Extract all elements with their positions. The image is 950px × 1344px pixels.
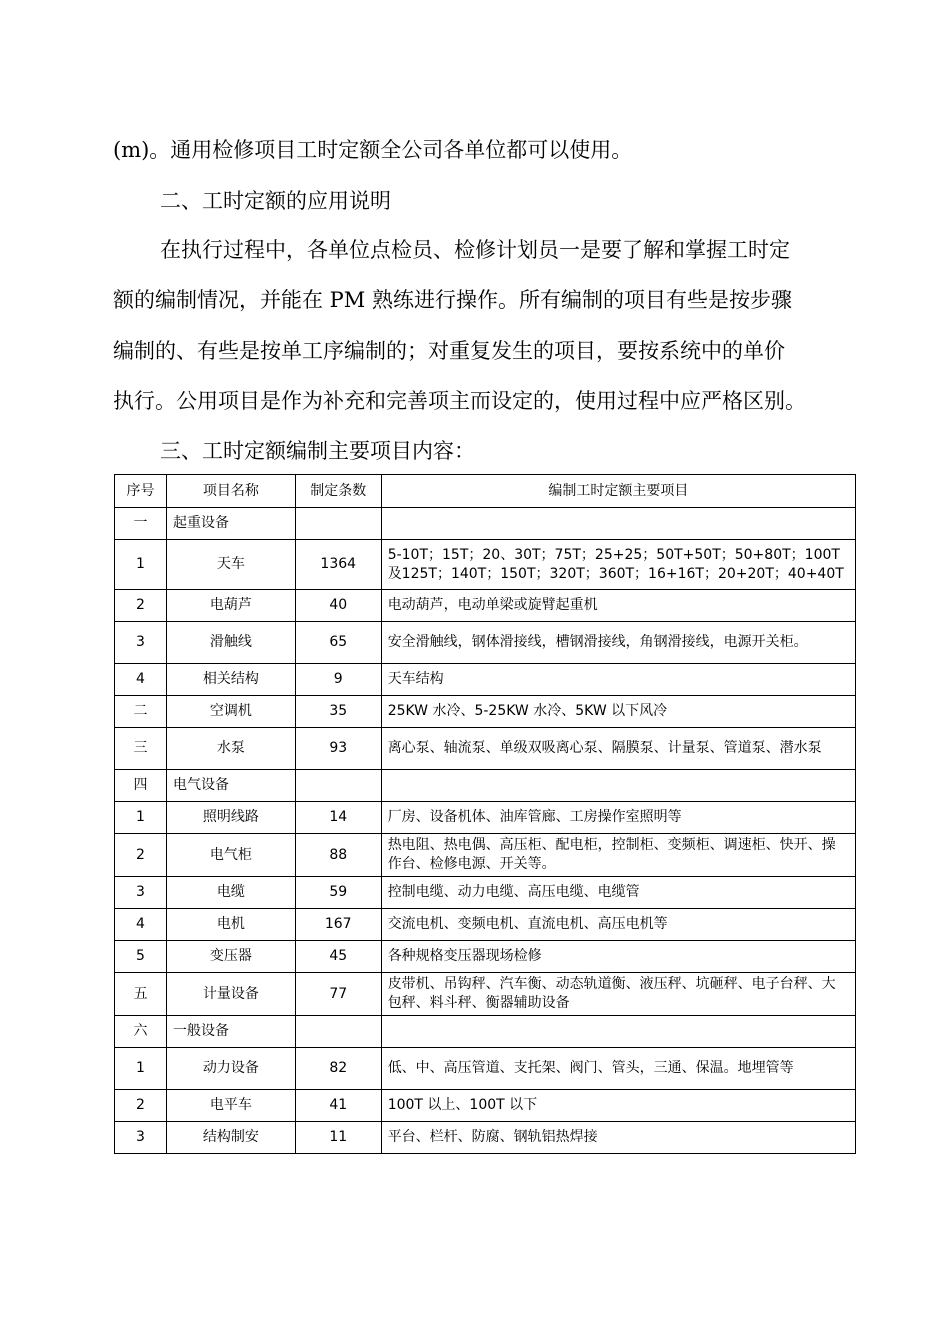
- table-row: [115, 941, 856, 973]
- table-row: [115, 622, 856, 664]
- row-item-name: 相关结构: [166, 664, 295, 696]
- row-count: 45: [295, 941, 381, 973]
- table-row: [115, 1048, 856, 1090]
- row-main-items: 各种规格变压器现场检修: [381, 941, 855, 973]
- table-row: [115, 909, 856, 941]
- table-row: [115, 540, 856, 590]
- row-item-name: 电气柜: [166, 834, 295, 877]
- row-item-name: 一般设备: [166, 1016, 295, 1048]
- table-row: [115, 664, 856, 696]
- row-count: 35: [295, 696, 381, 728]
- row-main-items: 热电阻、热电偶、高压柜、配电柜，控制柜、变频柜、调速柜、快开、操作台、检修电源、开关等。: [381, 834, 855, 877]
- row-main-items: 25KW 水冷、5-25KW 水冷、5KW 以下风冷: [381, 696, 855, 728]
- row-count: 41: [295, 1090, 381, 1122]
- row-count: 9: [295, 664, 381, 696]
- row-main-items: 离心泵、轴流泵、单级双吸离心泵、隔膜泵、计量泵、管道泵、潜水泵: [381, 728, 855, 770]
- row-count: 82: [295, 1048, 381, 1090]
- row-main-items: 100T 以上、100T 以下: [381, 1090, 855, 1122]
- row-main-items: 安全滑触线，钢体滑接线，槽钢滑接线，角钢滑接线，电源开关柜。: [381, 622, 855, 664]
- table-row: [115, 1122, 856, 1154]
- table-row: [115, 508, 856, 540]
- row-count: 167: [295, 909, 381, 941]
- row-item-name: 照明线路: [166, 802, 295, 834]
- row-item-name: 滑触线: [166, 622, 295, 664]
- row-item-name: 动力设备: [166, 1048, 295, 1090]
- table-row: [115, 770, 856, 802]
- row-item-name: 空调机: [166, 696, 295, 728]
- row-index: 1: [115, 1048, 167, 1090]
- row-main-items: 交流电机、变频电机、直流电机、高压电机等: [381, 909, 855, 941]
- row-count: 65: [295, 622, 381, 664]
- row-main-items: 低、中、高压管道、支托架、阀门、管头，三通、保温。地埋管等: [381, 1048, 855, 1090]
- row-index: 五: [115, 973, 167, 1016]
- table-row: [115, 1090, 856, 1122]
- body-paragraph: 在执行过程中，各单位点检员、检修计划员一是要了解和掌握工时定: [160, 238, 790, 262]
- row-main-items: 平台、栏杆、防腐、钢轨铝热焊接: [381, 1122, 855, 1154]
- row-item-name: 天车: [166, 540, 295, 590]
- row-item-name: 结构制安: [166, 1122, 295, 1154]
- row-item-name: 电缆: [166, 877, 295, 909]
- row-main-items: [381, 508, 855, 540]
- row-index: 四: [115, 770, 167, 802]
- row-index: 5: [115, 941, 167, 973]
- row-index: 1: [115, 540, 167, 590]
- row-count: 40: [295, 590, 381, 622]
- header-index: 序号: [115, 475, 167, 508]
- table-row: [115, 728, 856, 770]
- row-count: 1364: [295, 540, 381, 590]
- header-item-name: 项目名称: [166, 475, 295, 508]
- row-item-name: 起重设备: [166, 508, 295, 540]
- row-main-items: 皮带机、吊钩秤、汽车衡、动态轨道衡、液压秤、坑砸秤、电子台秤、大包秤、料斗秤、衡器辅助设备: [381, 973, 855, 1016]
- row-count: [295, 508, 381, 540]
- row-main-items: 5-10T；15T；20、30T；75T；25+25；50T+50T；50+80T；100T及125T；140T；150T；320T；360T；16+16T；20+20T；40+40T: [381, 540, 855, 590]
- header-main-items: 编制工时定额主要项目: [381, 475, 855, 508]
- row-index: 3: [115, 1122, 167, 1154]
- row-index: 2: [115, 1090, 167, 1122]
- body-paragraph: (m)。通用检修项目工时定额全公司各单位都可以使用。: [113, 138, 633, 162]
- row-index: 4: [115, 664, 167, 696]
- row-index: 1: [115, 802, 167, 834]
- section-heading-2: 二、工时定额的应用说明: [160, 189, 391, 213]
- table-row: [115, 877, 856, 909]
- table-row: [115, 1016, 856, 1048]
- row-main-items: [381, 1016, 855, 1048]
- work-hour-quota-table: [114, 474, 856, 1154]
- row-index: 三: [115, 728, 167, 770]
- header-count: 制定条数: [295, 475, 381, 508]
- body-paragraph: 额的编制情况，并能在 PM 熟练进行操作。所有编制的项目有些是按步骤: [113, 288, 792, 312]
- table-row: [115, 696, 856, 728]
- row-count: [295, 1016, 381, 1048]
- row-item-name: 变压器: [166, 941, 295, 973]
- row-count: 59: [295, 877, 381, 909]
- row-index: 4: [115, 909, 167, 941]
- row-count: [295, 770, 381, 802]
- row-item-name: 电葫芦: [166, 590, 295, 622]
- row-index: 二: [115, 696, 167, 728]
- row-index: 3: [115, 622, 167, 664]
- row-count: 11: [295, 1122, 381, 1154]
- table-header-row: [115, 475, 856, 508]
- row-item-name: 电平车: [166, 1090, 295, 1122]
- section-heading-3: 三、工时定额编制主要项目内容：: [160, 439, 475, 463]
- row-main-items: 控制电缆、动力电缆、高压电缆、电缆管: [381, 877, 855, 909]
- row-count: 93: [295, 728, 381, 770]
- row-count: 88: [295, 834, 381, 877]
- row-index: 3: [115, 877, 167, 909]
- row-index: 2: [115, 834, 167, 877]
- row-index: 一: [115, 508, 167, 540]
- table-row: [115, 590, 856, 622]
- row-item-name: 水泵: [166, 728, 295, 770]
- row-count: 14: [295, 802, 381, 834]
- row-count: 77: [295, 973, 381, 1016]
- row-item-name: 计量设备: [166, 973, 295, 1016]
- row-main-items: [381, 770, 855, 802]
- row-index: 2: [115, 590, 167, 622]
- table-row: [115, 973, 856, 1016]
- body-paragraph: 执行。公用项目是作为补充和完善项主而设定的，使用过程中应严格区别。: [113, 389, 806, 413]
- row-main-items: 厂房、设备机体、油库管廊、工房操作室照明等: [381, 802, 855, 834]
- body-paragraph: 编制的、有些是按单工序编制的；对重复发生的项目，要按系统中的单价: [113, 339, 785, 363]
- row-index: 六: [115, 1016, 167, 1048]
- table-row: [115, 834, 856, 877]
- row-item-name: 电气设备: [166, 770, 295, 802]
- table-row: [115, 802, 856, 834]
- row-main-items: 天车结构: [381, 664, 855, 696]
- row-item-name: 电机: [166, 909, 295, 941]
- row-main-items: 电动葫芦，电动单梁或旋臂起重机: [381, 590, 855, 622]
